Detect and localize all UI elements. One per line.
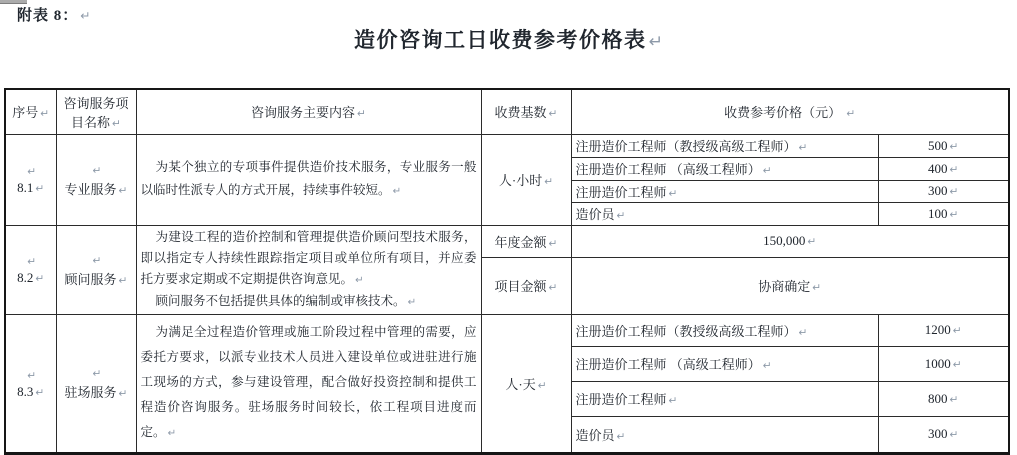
fee-role: 造价员 <box>575 207 615 222</box>
cell-name-onsite-service <box>56 314 136 453</box>
pilcrow-mark: ↵ <box>167 427 177 439</box>
annex-label <box>17 4 91 25</box>
cell-role <box>571 346 878 381</box>
fee-base: 年度金额 <box>494 234 547 250</box>
table-row <box>5 314 1009 346</box>
pilcrow-mark: ↵ <box>355 273 364 286</box>
fee-role: 造价员 <box>575 427 615 443</box>
pilcrow-mark: ↵ <box>846 107 856 121</box>
cell-role <box>571 416 878 453</box>
pilcrow-mark: ↵ <box>27 165 37 178</box>
pilcrow-mark: ↵ <box>537 378 547 392</box>
cell-no-8-3 <box>5 314 56 453</box>
pilcrow-mark: ↵ <box>798 325 808 339</box>
fee-role: 注册造价工程师（教授级高级工程师） <box>575 323 797 339</box>
service-description: 为满足全过程造价管理或施工阶段过程中管理的需要，应委托方要求，以派专业技术人员进入建设单位或进驻进行施工现场的方式，参与建设管理，配合做好投资控制和提供工程造价咨询服务。驻场服务时间较长，依工程项目进度而定。 <box>140 325 477 439</box>
pilcrow-mark: ↵ <box>949 185 959 198</box>
pilcrow-mark: ↵ <box>616 209 626 222</box>
cell-base-annual <box>481 225 571 257</box>
pilcrow-mark: ↵ <box>798 141 808 154</box>
pilcrow-mark: ↵ <box>949 139 959 153</box>
cell-base-8-1 <box>481 134 571 225</box>
pilcrow-mark: ↵ <box>949 207 959 221</box>
fee-base: 人·小时 <box>498 173 543 188</box>
fee-table <box>4 88 1010 455</box>
fee-base: 项目金额 <box>494 279 547 295</box>
cell-price <box>878 134 1009 157</box>
row-number: 8.2 <box>17 270 34 285</box>
page-title-text: 造价咨询工日收费参考价格表 <box>354 28 647 52</box>
fee-price: 1000 <box>924 355 951 371</box>
pilcrow-mark: ↵ <box>392 185 402 197</box>
service-name: 顾问服务 <box>64 271 117 287</box>
cell-name-professional-service <box>56 134 136 225</box>
pilcrow-mark: ↵ <box>548 281 558 295</box>
fee-price: 300 <box>928 426 948 441</box>
fee-role: 注册造价工程师 <box>575 392 667 407</box>
cell-name-consultant-service <box>56 225 136 314</box>
cell-price <box>878 180 1009 202</box>
pilcrow-mark: ↵ <box>357 107 366 121</box>
cell-role <box>571 381 878 416</box>
page-title <box>0 24 1017 54</box>
pilcrow-mark: ↵ <box>27 368 37 382</box>
pilcrow-mark: ↵ <box>949 392 959 406</box>
fee-value: 150,000 <box>763 233 806 249</box>
fee-price: 800 <box>928 390 948 406</box>
pilcrow-mark: ↵ <box>648 32 663 52</box>
cell-role <box>571 134 878 157</box>
cell-price <box>878 346 1009 381</box>
pilcrow-mark: ↵ <box>949 162 959 176</box>
pilcrow-mark: ↵ <box>35 182 45 195</box>
header-price-text: 收费参考价格（元） <box>724 105 842 121</box>
pilcrow-mark: ↵ <box>548 107 558 121</box>
pilcrow-mark: ↵ <box>35 272 45 285</box>
pilcrow-mark: ↵ <box>807 235 817 249</box>
cell-role <box>571 202 878 225</box>
cell-annual-amount <box>571 225 1009 257</box>
row-number: 8.3 <box>17 383 34 399</box>
fee-price: 100 <box>928 205 948 221</box>
cell-desc-8-3 <box>136 314 481 453</box>
pilcrow-mark: ↵ <box>548 236 558 250</box>
pilcrow-mark: ↵ <box>112 116 121 130</box>
fee-role: 注册造价工程师 <box>575 184 667 200</box>
cell-role <box>571 180 878 202</box>
pilcrow-mark: ↵ <box>668 394 678 407</box>
cell-price <box>878 314 1009 346</box>
service-description: 为建设工程的造价控制和管理提供造价顾问型技术服务，即以指定专人持续性跟踪指定项目或单位所有项目，并应委托方要求定期或不定期提供咨询意见。 <box>140 229 477 286</box>
service-name: 驻场服务 <box>64 385 117 400</box>
header-project-text: 咨询服务项目名称 <box>63 95 129 130</box>
pilcrow-mark: ↵ <box>118 387 128 400</box>
row-number: 8.1 <box>17 180 34 195</box>
pilcrow-mark: ↵ <box>407 295 417 308</box>
pilcrow-mark: ↵ <box>40 107 50 121</box>
cell-role <box>571 157 878 180</box>
pilcrow-mark: ↵ <box>812 281 822 295</box>
cell-price <box>878 416 1009 453</box>
fee-base: 人·天 <box>505 376 536 392</box>
pilcrow-mark: ↵ <box>118 183 128 197</box>
cell-price <box>878 381 1009 416</box>
pilcrow-mark: ↵ <box>762 164 772 177</box>
cell-role <box>571 314 878 346</box>
header-base-text: 收费基数 <box>494 105 547 121</box>
header-no-text: 序号 <box>12 105 39 121</box>
pilcrow-mark: ↵ <box>118 273 128 287</box>
pilcrow-mark: ↵ <box>92 253 102 267</box>
table-row <box>5 134 1009 157</box>
pilcrow-mark: ↵ <box>80 9 91 23</box>
fee-role: 注册造价工程师 （高级工程师） <box>575 357 761 372</box>
fee-price: 500 <box>928 137 948 153</box>
pilcrow-mark: ↵ <box>762 359 772 372</box>
cell-project-amount <box>571 257 1009 314</box>
cell-desc-8-2 <box>136 225 481 314</box>
annex-text: 附表 8： <box>17 8 79 24</box>
pilcrow-mark: ↵ <box>668 186 678 200</box>
fee-role: 注册造价工程师（教授级高级工程师） <box>575 139 797 154</box>
cell-base-project <box>481 257 571 314</box>
table-header-row <box>5 89 1009 134</box>
header-base <box>481 89 571 134</box>
cell-price <box>878 157 1009 180</box>
pilcrow-mark: ↵ <box>952 324 962 337</box>
fee-price: 300 <box>928 183 948 198</box>
header-content <box>136 89 481 134</box>
fee-role: 注册造价工程师 （高级工程师） <box>575 162 761 177</box>
pilcrow-mark: ↵ <box>949 428 959 441</box>
header-no <box>5 89 56 134</box>
cell-no-8-2 <box>5 225 56 314</box>
pilcrow-mark: ↵ <box>92 367 102 380</box>
header-content-text: 咨询服务主要内容 <box>251 105 356 121</box>
service-name: 专业服务 <box>64 181 117 197</box>
pilcrow-mark: ↵ <box>544 175 554 188</box>
fee-price: 1200 <box>924 322 951 337</box>
cell-no-8-1 <box>5 134 56 225</box>
pilcrow-mark: ↵ <box>952 357 962 371</box>
header-project <box>56 89 136 134</box>
pilcrow-mark: ↵ <box>616 429 626 443</box>
fee-price: 400 <box>928 160 948 176</box>
header-price <box>571 89 1009 134</box>
cell-base-8-3 <box>481 314 571 453</box>
pilcrow-mark: ↵ <box>92 163 102 177</box>
service-description: 顾问服务不包括提供具体的编制或审核技术。 <box>155 293 406 308</box>
cell-price <box>878 202 1009 225</box>
service-description: 为某个独立的专项事件提供造价技术服务，专业服务一般以临时性派专人的方式开展，持续事件较短。 <box>140 160 477 197</box>
fee-value: 协商确定 <box>758 279 811 295</box>
pilcrow-mark: ↵ <box>35 385 45 399</box>
cell-desc-8-1 <box>136 134 481 225</box>
table-row <box>5 225 1009 257</box>
pilcrow-mark: ↵ <box>27 255 37 268</box>
